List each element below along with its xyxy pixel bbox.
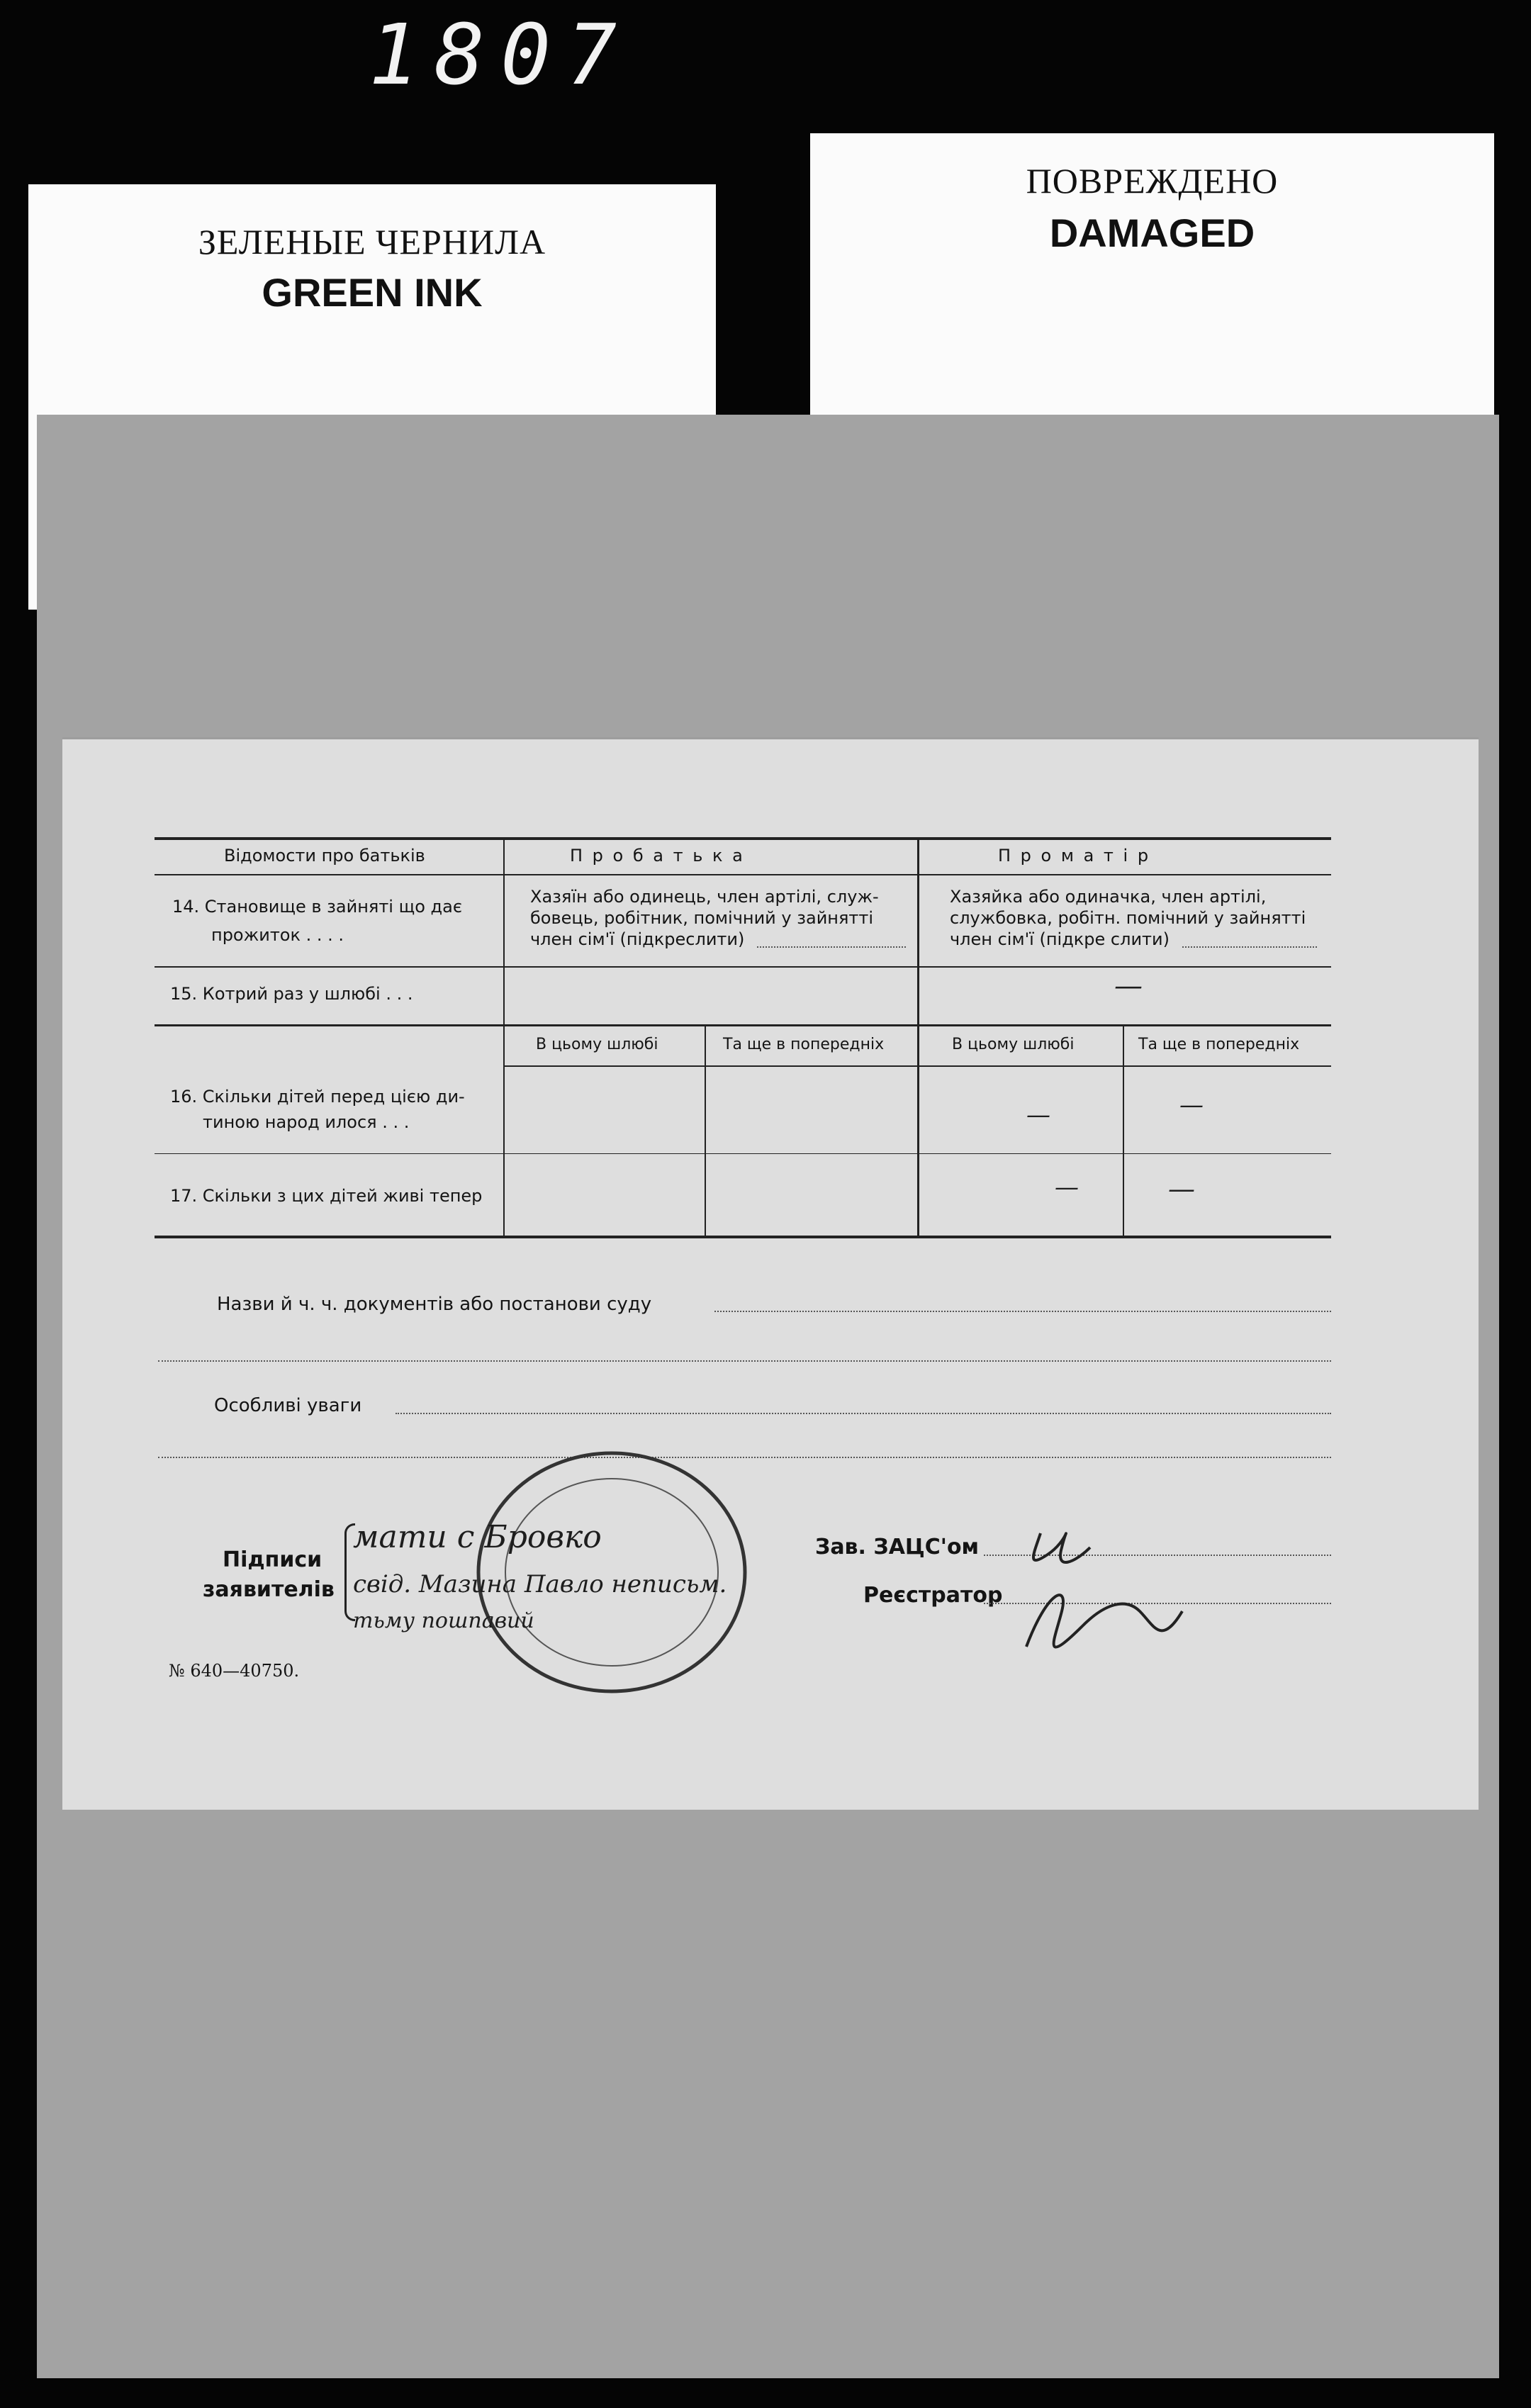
row14-mother-line3: член сім'ї (підкре слити): [950, 929, 1170, 949]
notes-fill-1: [396, 1413, 1331, 1414]
row14-father-line3: член сім'ї (підкреслити): [530, 929, 745, 949]
col-father-prev-rule: [705, 1024, 706, 1238]
row16-rule: [155, 1153, 1331, 1154]
col-father-rule: [503, 837, 505, 1238]
table-bottom-rule: [155, 1236, 1331, 1238]
row17-mother-prev-handwriting: —: [1168, 1173, 1195, 1204]
table-header-mother: П р о м а т і р: [998, 846, 1151, 866]
damaged-label-en: DAMAGED: [1049, 211, 1255, 255]
subheader-mother-prev: Та ще в попередніх: [1138, 1036, 1300, 1053]
subheader-mother-this: В цьому шлюбі: [952, 1036, 1075, 1053]
row14-mother-line2: службовка, робітн. помічний у зайнятті: [950, 908, 1306, 928]
notes-label: Особливі уваги: [214, 1395, 362, 1416]
row16-mother-prev-handwriting: —: [1179, 1091, 1204, 1119]
signature-handwriting-line1: мати с Бровко: [353, 1519, 602, 1555]
table-header-father: П р о б а т ь к а: [570, 846, 745, 866]
signature-handwriting-line3: тьму пошпавий: [353, 1608, 534, 1633]
row14-rule: [155, 966, 1331, 968]
col-mother-rule: [917, 837, 919, 1238]
signature-handwriting-line2: свід. Мазина Павло неписьм.: [353, 1570, 727, 1598]
row14-label-line2: прожиток . . . .: [211, 925, 344, 945]
registration-form-sheet: [62, 737, 1479, 1810]
signatures-label-line2: заявителів: [203, 1577, 335, 1602]
documents-label: Назви й ч. ч. документів або постанови суду: [217, 1294, 652, 1315]
header-rule: [155, 874, 1331, 875]
frame-number: 1807: [369, 6, 633, 103]
row16-mother-this-handwriting: —: [1026, 1101, 1050, 1129]
row14-label-line1: 14. Становище в зайняті що дає: [172, 897, 462, 917]
col-mother-prev-rule: [1123, 1024, 1124, 1238]
signatures-label-line1: Підписи: [223, 1547, 323, 1572]
damaged-label-ru: ПОВРЕЖДЕНО: [1026, 161, 1279, 201]
green-ink-label-ru: ЗЕЛЕНЫЕ ЧЕРНИЛА: [198, 222, 546, 262]
form-number: № 640—40750.: [169, 1661, 300, 1681]
table-header-info: Відомости про батьків: [224, 846, 425, 866]
row14-mother-fill: [1182, 946, 1317, 948]
subheader-father-prev: Та ще в попередніх: [723, 1036, 885, 1053]
row17-mother-this-handwriting: —: [1055, 1173, 1079, 1202]
row14-father-fill: [757, 946, 906, 948]
subheader-father-this: В цьому шлюбі: [536, 1036, 658, 1053]
row14-father-line2: бовець, робітник, помічний у зайнятті: [530, 908, 874, 928]
row17-label: 17. Скільки з цих дітей живі тепер: [170, 1186, 483, 1206]
row14-mother-line1: Хазяйка або одиначка, член артілі,: [950, 887, 1267, 907]
registrar-label: Реєстратор: [863, 1583, 1003, 1608]
row15-mother-handwriting: —: [1114, 970, 1143, 1002]
green-ink-label-en: GREEN INK: [262, 270, 483, 315]
registrar-signature: [984, 1505, 1225, 1696]
damaged-label-card: [810, 133, 1494, 417]
row14-father-line1: Хазяїн або одинець, член артілі, служ-: [530, 887, 879, 907]
row16-label-line2: тиною народ илося . . .: [203, 1112, 410, 1132]
row16-label-line1: 16. Скільки дітей перед цією ди-: [170, 1087, 465, 1107]
table-top-rule: [155, 837, 1331, 840]
documents-fill-2: [158, 1360, 1331, 1362]
zags-head-label: Зав. ЗАЦС'ом: [815, 1535, 980, 1559]
documents-fill-1: [714, 1311, 1331, 1312]
row15-rule: [155, 1024, 1331, 1026]
row15-label: 15. Котрий раз у шлюбі . . .: [170, 984, 413, 1004]
